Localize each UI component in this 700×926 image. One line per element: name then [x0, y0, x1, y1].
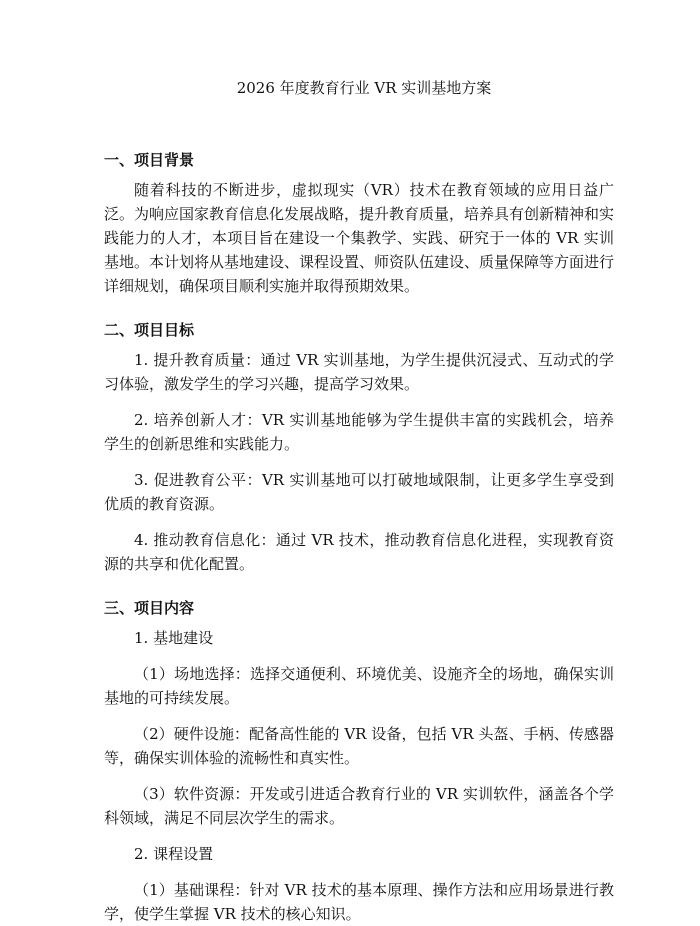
section-heading: 一、项目背景 [104, 151, 195, 169]
spacer [104, 310, 614, 320]
goal-item-1: 1. 提升教育质量：通过 VR 实训基地，为学生提供沉浸式、互动式的学习体验，激发学生的学习兴趣，提高学习效果。 [104, 351, 614, 393]
section-goals [104, 320, 614, 576]
content-item: （1）场地选择：选择交通便利、环境优美、设施齐全的场地，确保实训基地的可持续发展。 [104, 665, 614, 707]
content-item: （3）软件资源：开发或引进适合教育行业的 VR 实训软件，涵盖各个学科领域，满足不同层次学生的需求。 [104, 785, 614, 827]
paragraph: 随着科技的不断进步，虚拟现实（VR）技术在教育领域的应用日益广泛。为响应国家教育信息化发展战略，提升教育质量，培养具有创新精神和实践能力的人才，本项目旨在建设一个集教学、实践、研究于一体的 VR 实训基地。本计划将从基地建设、课程设置、师资队伍建设、质量保障等方面进行详细规划，确保项目顺利实施并取得预期效果。 [104, 181, 615, 295]
subheading-curriculum: 2. 课程设置 [134, 845, 214, 863]
section-heading: 三、项目内容 [104, 599, 195, 617]
content-item: （1）基础课程：针对 VR 技术的基本原理、操作方法和应用场景进行教学，使学生掌握 VR 技术的核心知识。 [104, 881, 614, 923]
section-heading: 二、项目目标 [104, 321, 195, 339]
goal-item-3: 3. 促进教育公平：VR 实训基地可以打破地域限制，让更多学生享受到优质的教育资源。 [104, 471, 614, 513]
goal-item-4: 4. 推动教育信息化：通过 VR 技术，推动教育信息化进程，实现教育资源的共享和优化配置。 [104, 531, 614, 573]
spacer [104, 588, 614, 598]
content-item: （2）硬件设施：配备高性能的 VR 设备，包括 VR 头盔、手柄、传感器等，确保实训体验的流畅性和真实性。 [104, 725, 614, 767]
document-title: 2026 年度教育行业 VR 实训基地方案 [236, 79, 492, 97]
goal-item-2: 2. 培养创新人才：VR 实训基地能够为学生提供丰富的实践机会，培养学生的创新思维和实践能力。 [104, 411, 614, 453]
section-background [104, 150, 614, 298]
subheading-base-construction: 1. 基地建设 [134, 629, 214, 647]
section-content [104, 598, 614, 926]
